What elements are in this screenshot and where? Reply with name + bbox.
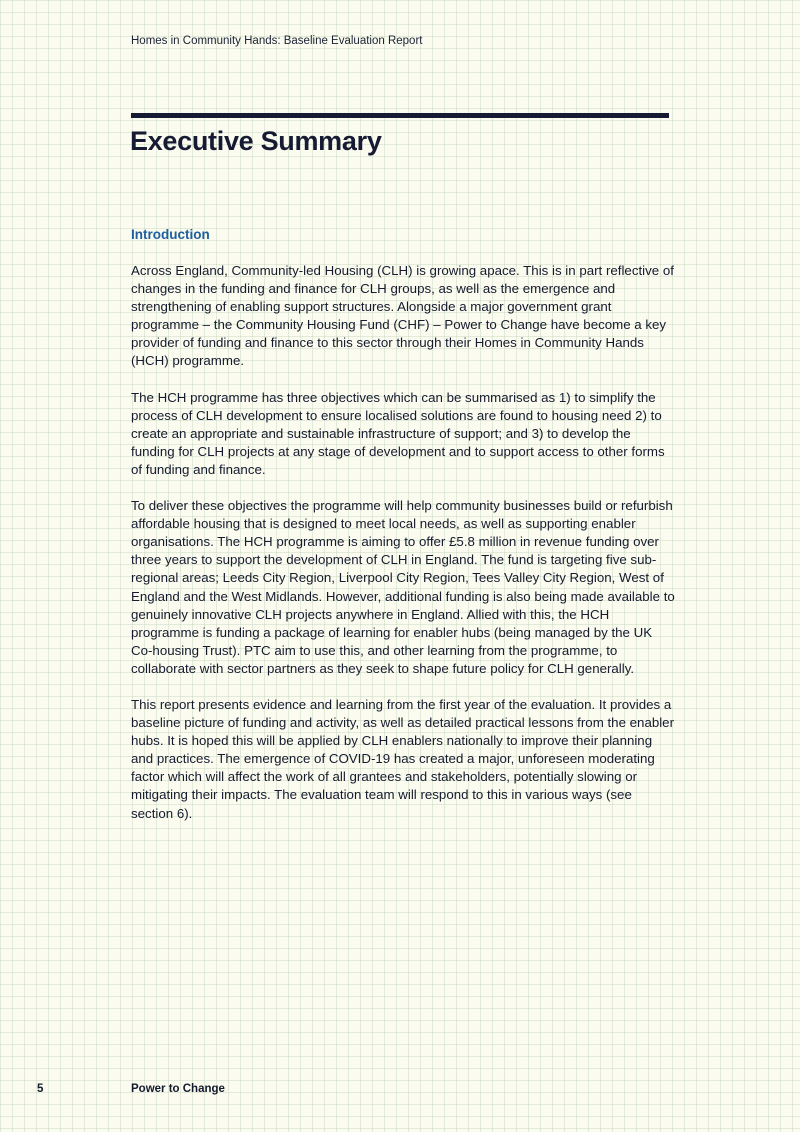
section-heading: Introduction (131, 227, 210, 242)
paragraph-3: To deliver these objectives the programme will help community businesses build or refurbish affordable housing that is designed to meet local needs, as well as supporting enabler organisations. The HCH programme is aiming to offer £5.8 million in revenue funding over three years to support the development of CLH in England. The fund is targeting five sub-regional areas; Leeds City Region, Liverpool City Region, Tees Valley City Region, West of England and the West Midlands. However, additional funding is also being made available to genuinely innovative CLH projects anywhere in England. Allied with this, the HCH programme is funding a package of learning for enabler hubs (being managed by the UK Co-housing Trust). PTC aim to use this, and other learning from the programme, to collaborate with sector partners as they seek to shape future policy for CLH generally. (131, 498, 675, 676)
body-text (131, 262, 676, 841)
paragraph-2: The HCH programme has three objectives which can be summarised as 1) to simplify the process of CLH development to ensure localised solutions are found to housing need 2) to create an appropriate and sustainable infrastructure of support; and 3) to develop the funding for CLH projects at any stage of development and to support access to other forms of funding and finance. (131, 389, 665, 477)
page-number: 5 (37, 1083, 44, 1095)
running-header: Homes in Community Hands: Baseline Evaluation Report (131, 35, 423, 47)
paragraph-4: This report presents evidence and learning from the first year of the evaluation. It provides a baseline picture of funding and activity, as well as detailed practical lessons from the enabler hubs. It is hoped this will be applied by CLH enablers nationally to improve their planning and practices. The emergence of COVID-19 has created a major, unforeseen moderating factor which will affect the work of all grantees and stakeholders, potentially slowing or mitigating their impacts. The evaluation team will respond to this in various ways (see section 6). (131, 696, 675, 821)
page-title: Executive Summary (130, 126, 382, 156)
footer-organisation: Power to Change (131, 1083, 225, 1095)
title-rule (131, 113, 669, 118)
paragraph-1: Across England, Community-led Housing (CLH) is growing apace. This is in part reflective of changes in the funding and finance for CLH groups, as well as the emergence and strengthening of enabling support structures. Alongside a major government grant programme – the Community Housing Fund (CHF) – Power to Change have become a key provider of funding and finance to this sector through their Homes in Community Hands (HCH) programme. (131, 263, 674, 369)
